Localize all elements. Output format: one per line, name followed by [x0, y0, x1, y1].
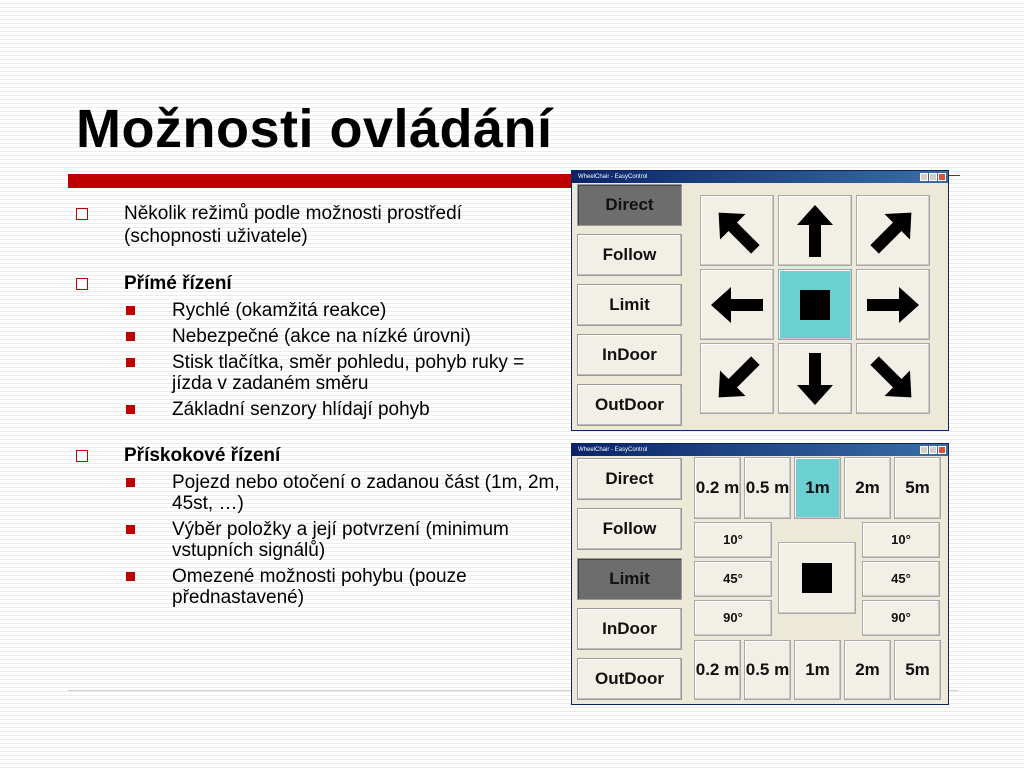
arrow-up-left-button[interactable] — [700, 195, 774, 266]
filled-square-bullet-icon — [126, 525, 135, 534]
mode-button-follow[interactable]: Follow — [577, 508, 682, 550]
window-titlebar[interactable] — [572, 444, 948, 456]
backward-step-button[interactable]: 2m — [844, 640, 891, 700]
mode-button-outdoor[interactable]: OutDoor — [577, 658, 682, 700]
mode-button-limit[interactable]: Limit — [577, 558, 682, 600]
maximize-icon[interactable] — [929, 173, 937, 181]
turn-right-angle-button[interactable]: 10° — [862, 522, 940, 558]
bullet-text: Přískokové řízení — [124, 445, 281, 466]
mode-button-limit[interactable]: Limit — [577, 284, 682, 326]
minimize-icon[interactable] — [920, 173, 928, 181]
filled-square-bullet-icon — [126, 405, 135, 414]
turn-right-angle-button[interactable]: 90° — [862, 600, 940, 636]
mode-button-direct[interactable]: Direct — [577, 184, 682, 226]
filled-square-bullet-icon — [126, 572, 135, 581]
stop-square-icon — [800, 290, 830, 320]
mode-button-indoor[interactable]: InDoor — [577, 334, 682, 376]
arrow-right-button[interactable] — [856, 269, 930, 340]
filled-square-bullet-icon — [126, 478, 135, 487]
arrow-down-left-button[interactable] — [700, 343, 774, 414]
sub-bullet-text: Omezené možnosti pohybu (pouze přednastavené) — [172, 566, 467, 608]
sub-bullet-item — [70, 352, 560, 394]
window-title: WheelChair - EasyControl — [578, 447, 648, 453]
mode-button-outdoor[interactable]: OutDoor — [577, 384, 682, 426]
sub-bullet-item — [70, 399, 560, 420]
arrow-up-left-icon — [707, 201, 767, 261]
sub-bullet-item — [70, 566, 560, 608]
sub-bullet-item — [70, 300, 560, 321]
arrow-down-icon — [785, 349, 845, 409]
close-icon[interactable] — [938, 173, 946, 181]
backward-step-button[interactable]: 0.2 m — [694, 640, 741, 700]
arrow-up-right-button[interactable] — [856, 195, 930, 266]
mode-button-direct[interactable]: Direct — [577, 458, 682, 500]
bullet-item — [70, 202, 560, 248]
filled-square-bullet-icon — [126, 332, 135, 341]
filled-square-bullet-icon — [126, 358, 135, 367]
arrow-down-button[interactable] — [778, 343, 852, 414]
sub-bullet-text: Rychlé (okamžitá reakce) — [172, 300, 387, 321]
filled-square-bullet-icon — [126, 306, 135, 315]
arrow-down-right-button[interactable] — [856, 343, 930, 414]
backward-step-button[interactable]: 5m — [894, 640, 941, 700]
direct-control-window — [571, 170, 949, 431]
arrow-up-right-icon — [863, 201, 923, 261]
arrow-up-button[interactable] — [778, 195, 852, 266]
arrow-down-left-icon — [707, 349, 767, 409]
stop-button[interactable] — [778, 269, 852, 340]
maximize-icon[interactable] — [929, 446, 937, 454]
title-underline-bar — [68, 174, 588, 188]
sub-bullet-item — [70, 326, 560, 347]
sub-bullet-text: Stisk tlačítka, směr pohledu, pohyb ruky = jízda v zadaném směru — [172, 352, 525, 394]
bullet-text: Přímé řízení — [124, 273, 232, 294]
turn-left-angle-button[interactable]: 90° — [694, 600, 772, 636]
bullet-text: Několik režimů podle možnosti prostředí (schopnosti uživatele) — [124, 203, 462, 247]
backward-step-button[interactable]: 0.5 m — [744, 640, 791, 700]
hollow-square-bullet-icon — [76, 208, 88, 220]
mode-button-indoor[interactable]: InDoor — [577, 608, 682, 650]
forward-step-button[interactable]: 1m — [794, 457, 841, 519]
sub-bullet-item — [70, 472, 560, 514]
stop-square-icon — [802, 563, 832, 593]
forward-step-button[interactable]: 2m — [844, 457, 891, 519]
sub-bullet-text: Základní senzory hlídají pohyb — [172, 399, 430, 420]
arrow-right-icon — [863, 275, 923, 335]
forward-step-button[interactable]: 0.5 m — [744, 457, 791, 519]
step-control-window — [571, 443, 949, 705]
step-stop-button[interactable] — [778, 542, 856, 614]
sub-bullet-text: Nebezpečné (akce na nízké úrovni) — [172, 326, 471, 347]
slide-title: Možnosti ovládání — [76, 99, 553, 159]
turn-left-angle-button[interactable]: 45° — [694, 561, 772, 597]
bullet-item — [70, 272, 560, 295]
sub-bullet-item — [70, 519, 560, 561]
sub-bullet-text: Výběr položky a její potvrzení (minimum vstupních signálů) — [172, 519, 509, 561]
turn-left-angle-button[interactable]: 10° — [694, 522, 772, 558]
hollow-square-bullet-icon — [76, 450, 88, 462]
window-title: WheelChair - EasyControl — [578, 174, 648, 180]
arrow-down-right-icon — [863, 349, 923, 409]
arrow-left-button[interactable] — [700, 269, 774, 340]
forward-step-button[interactable]: 5m — [894, 457, 941, 519]
mode-button-follow[interactable]: Follow — [577, 234, 682, 276]
turn-right-angle-button[interactable]: 45° — [862, 561, 940, 597]
hollow-square-bullet-icon — [76, 278, 88, 290]
bullet-list — [70, 198, 560, 608]
backward-step-button[interactable]: 1m — [794, 640, 841, 700]
minimize-icon[interactable] — [920, 446, 928, 454]
sub-bullet-text: Pojezd nebo otočení o zadanou část (1m, 2m, 45st, …) — [172, 472, 560, 514]
forward-step-button[interactable]: 0.2 m — [694, 457, 741, 519]
close-icon[interactable] — [938, 446, 946, 454]
arrow-left-icon — [707, 275, 767, 335]
arrow-up-icon — [785, 201, 845, 261]
bullet-item — [70, 444, 560, 467]
window-titlebar[interactable] — [572, 171, 948, 183]
